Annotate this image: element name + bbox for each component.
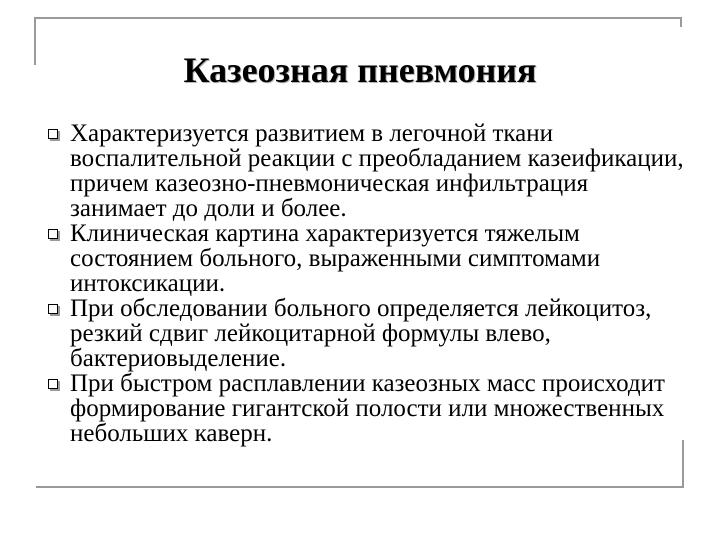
square-bullet-icon xyxy=(48,304,58,314)
bullet-text: Клиническая картина характеризуется тяжелым состоянием больного, выраженными симптомами интоксикации. xyxy=(70,220,601,297)
slide-title: Казеозная пневмония xyxy=(183,50,537,90)
right-rule xyxy=(680,17,682,27)
bullet-item xyxy=(44,296,684,371)
square-bullet-icon xyxy=(48,229,58,239)
bottom-rule xyxy=(36,486,684,488)
bullet-text: При обследовании больного определяется лейкоцитоз, резкий сдвиг лейкоцитарной формулы влево, бактериовыделение. xyxy=(70,295,652,372)
square-bullet-icon xyxy=(48,129,58,139)
bullet-item xyxy=(44,221,684,296)
top-rule xyxy=(34,17,682,19)
bullet-list xyxy=(44,121,684,446)
bullet-item xyxy=(44,121,684,221)
bottom-right-rule xyxy=(682,440,684,488)
bullet-text: Характеризуется развитием в легочной ткани воспалительной реакции с преобладанием казеификации, причем казеозно-пневмоническая инфильтрация занимает до доли и более. xyxy=(70,120,684,222)
square-bullet-icon xyxy=(48,379,58,389)
bullet-text: При быстром расплавлении казеозных масс происходит формирование гигантской полости или множественных небольших каверн. xyxy=(70,370,665,447)
bullet-item xyxy=(44,371,684,446)
